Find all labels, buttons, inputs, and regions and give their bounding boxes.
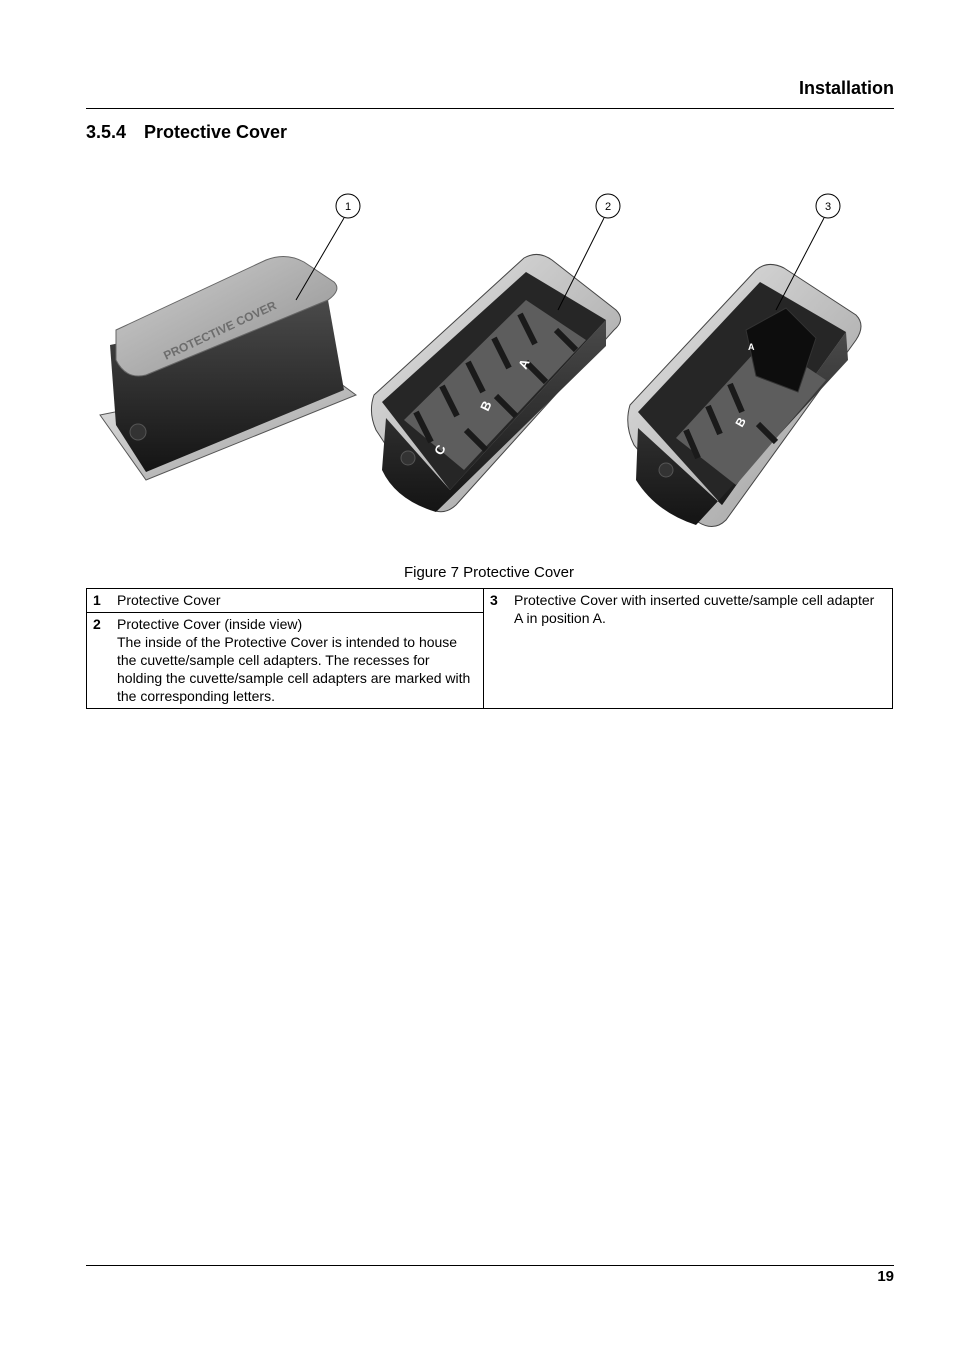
section-heading [86, 122, 287, 143]
callout-1 [336, 194, 360, 218]
legend-text-2: The inside of the Protective Cover is intended to house the cuvette/sample cell adapters. The recesses for holding the cuvette/sample cell adapters are marked with the corresponding letters. [117, 634, 471, 704]
section-title: Protective Cover [144, 122, 288, 142]
callout-2-label: 2 [604, 201, 612, 213]
legend-table [86, 588, 893, 709]
legend-title-2: Protective Cover (inside view) [117, 616, 303, 632]
figure-caption: Figure 7 Protective Cover [403, 564, 575, 581]
recess-letter-c: C [431, 442, 449, 458]
legend-number-1: 1 [87, 589, 112, 613]
cover-label: PROTECTIVE COVER [161, 298, 279, 363]
legend-row [87, 589, 893, 613]
section-number: 3.5.4 [86, 122, 127, 142]
legend-number-2: 2 [87, 613, 112, 709]
footer-rule [86, 1265, 894, 1266]
callout-3-label: 3 [824, 201, 832, 213]
legend-number-3: 3 [484, 589, 509, 709]
recess-letter-b: B [477, 398, 495, 414]
callout-2 [596, 194, 620, 218]
legend-text-3: Protective Cover with inserted cuvette/sample cell adapter A in position A. [508, 589, 893, 709]
running-header: Installation [798, 78, 894, 98]
callout-1-label: 1 [344, 201, 352, 213]
header-rule [86, 108, 894, 109]
adapter-letter-b: B [732, 414, 749, 430]
open-cover-illustration [371, 254, 620, 512]
cover-with-adapter-illustration [628, 264, 861, 526]
legend-cell-2 [111, 613, 484, 709]
legend-text-1: Protective Cover [111, 589, 484, 613]
callout-3 [816, 194, 840, 218]
recess-letter-a: A [515, 356, 533, 372]
closed-cover-illustration [100, 256, 356, 480]
adapter-letter-a: A [748, 342, 755, 352]
page-number: 19 [877, 1268, 894, 1285]
figure-protective-cover [86, 180, 894, 540]
